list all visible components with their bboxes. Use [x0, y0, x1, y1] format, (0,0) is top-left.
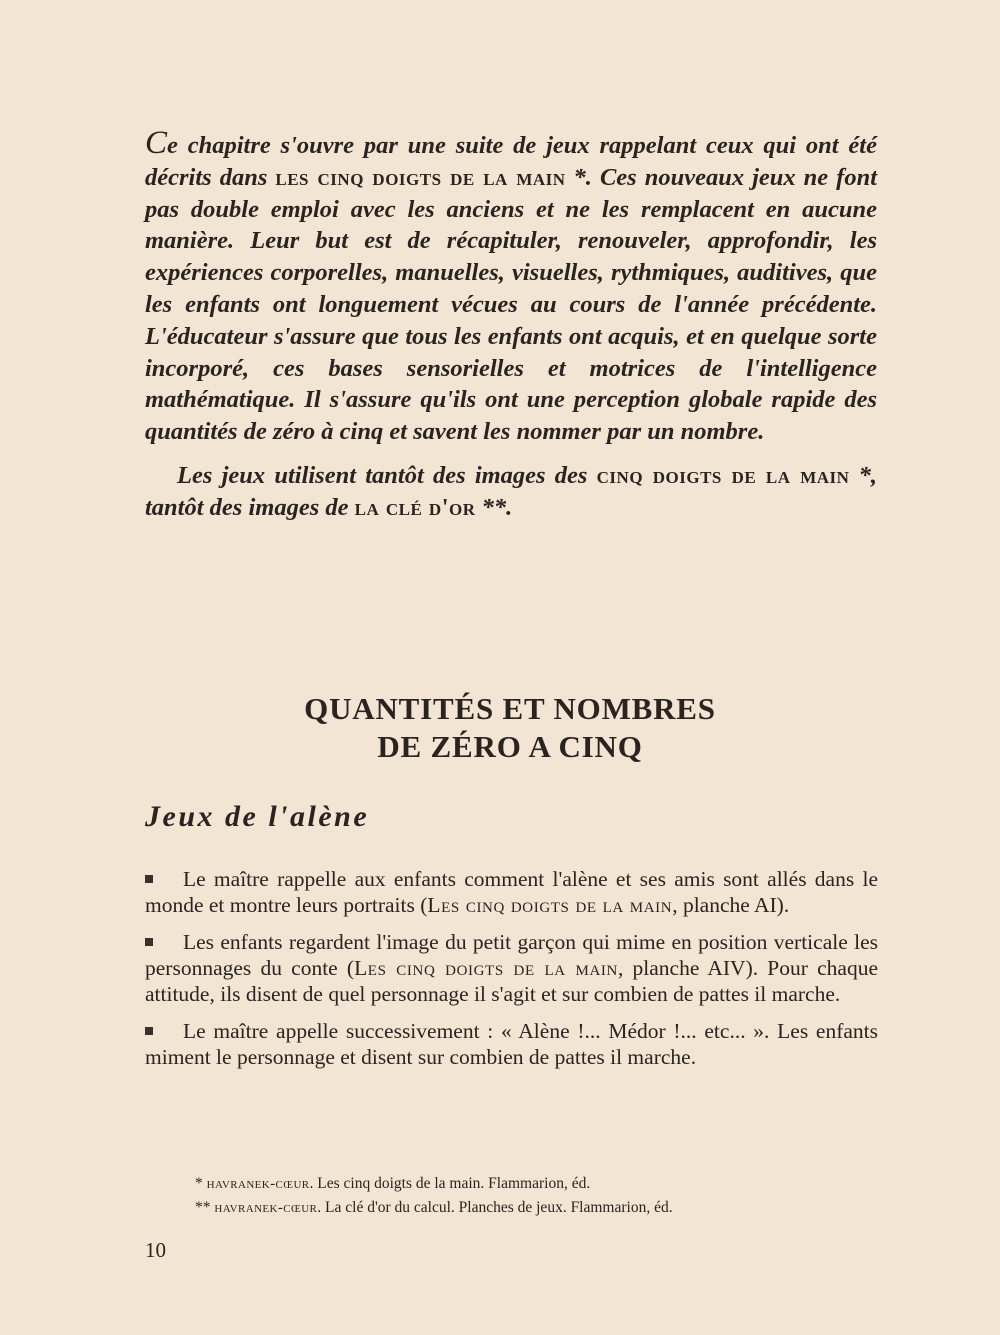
chapter-heading [150, 690, 870, 766]
book-title-ref: Les cinq doigts de la main [354, 956, 618, 980]
book-title-cinq-doigts: cinq doigts de la main [596, 461, 850, 489]
intro-paragraph-1: Ce chapitre s'ouvre par une suite de jeux rappelant ceux qui ont été décrits dans les cinq doigts de la main *. Ces nouveaux jeux ne font pas double emploi avec les anciens et ne les remplacent en aucune manière. Leur but est de récapituler, renouveler, approfondir, les expériences corporelles, manuelles, visuelles, rythmiques, auditives, que les enfants ont longuement vécues au cours de l'année précédente. L'éducateur s'assure que tous les enfants ont acquis, et en quelque sorte incorporé, ces bases sensorielles et motrices de l'intelligence mathématique. Il s'assure qu'ils ont une perception globale rapide des quantités de zéro à cinq et savent les nommer par un nombre. [145, 125, 878, 446]
section-subheading: Jeux de l'alène [145, 800, 370, 833]
book-title-cle-d-or: la clé d'or [354, 493, 476, 521]
footnote-1: * havranek-cœur. Les cinq doigts de la main. Flammarion, éd. [195, 1175, 591, 1192]
square-bullet-icon [145, 938, 153, 946]
list-item: Le maître appelle successivement : « Alène !... Médor !... etc... ». Les enfants miment le personnage et disent sur combien de pattes il marche. [145, 1019, 878, 1069]
footnote-2: ** havranek-cœur. La clé d'or du calcul. Planches de jeux. Flammarion, éd. [195, 1199, 673, 1216]
footnote-author: havranek-cœur [214, 1200, 318, 1216]
list-item: Les enfants regardent l'image du petit garçon qui mime en position verticale les personnages du conte (Les cinq doigts de la main, planche AIV). Pour chaque attitude, ils disent de quel personnage il s'agit et sur combien de pattes il marche. [145, 930, 878, 1006]
footnote-author: havranek-cœur [206, 1176, 310, 1192]
activity-list [145, 866, 878, 1081]
footnotes [195, 1172, 895, 1220]
square-bullet-icon [145, 875, 153, 883]
chapter-heading-line-2: DE ZÉRO A CINQ [377, 729, 643, 764]
page-number: 10 [145, 1238, 166, 1262]
book-title-ref: Les cinq doigts de la main [427, 893, 673, 917]
list-item: Le maître rappelle aux enfants comment l'alène et ses amis sont allés dans le monde et montre leurs portraits (Les cinq doigts de la main, planche AI). [145, 867, 878, 917]
chapter-heading-line-1: QUANTITÉS ET NOMBRES [304, 691, 716, 726]
book-title-cinq-doigts: les cinq doigts de la main [275, 163, 566, 191]
intro-text [145, 125, 878, 524]
square-bullet-icon [145, 1027, 153, 1035]
intro-paragraph-2: Les jeux utilisent tantôt des images des cinq doigts de la main *, tantôt des images de la clé d'or **. [145, 461, 877, 521]
